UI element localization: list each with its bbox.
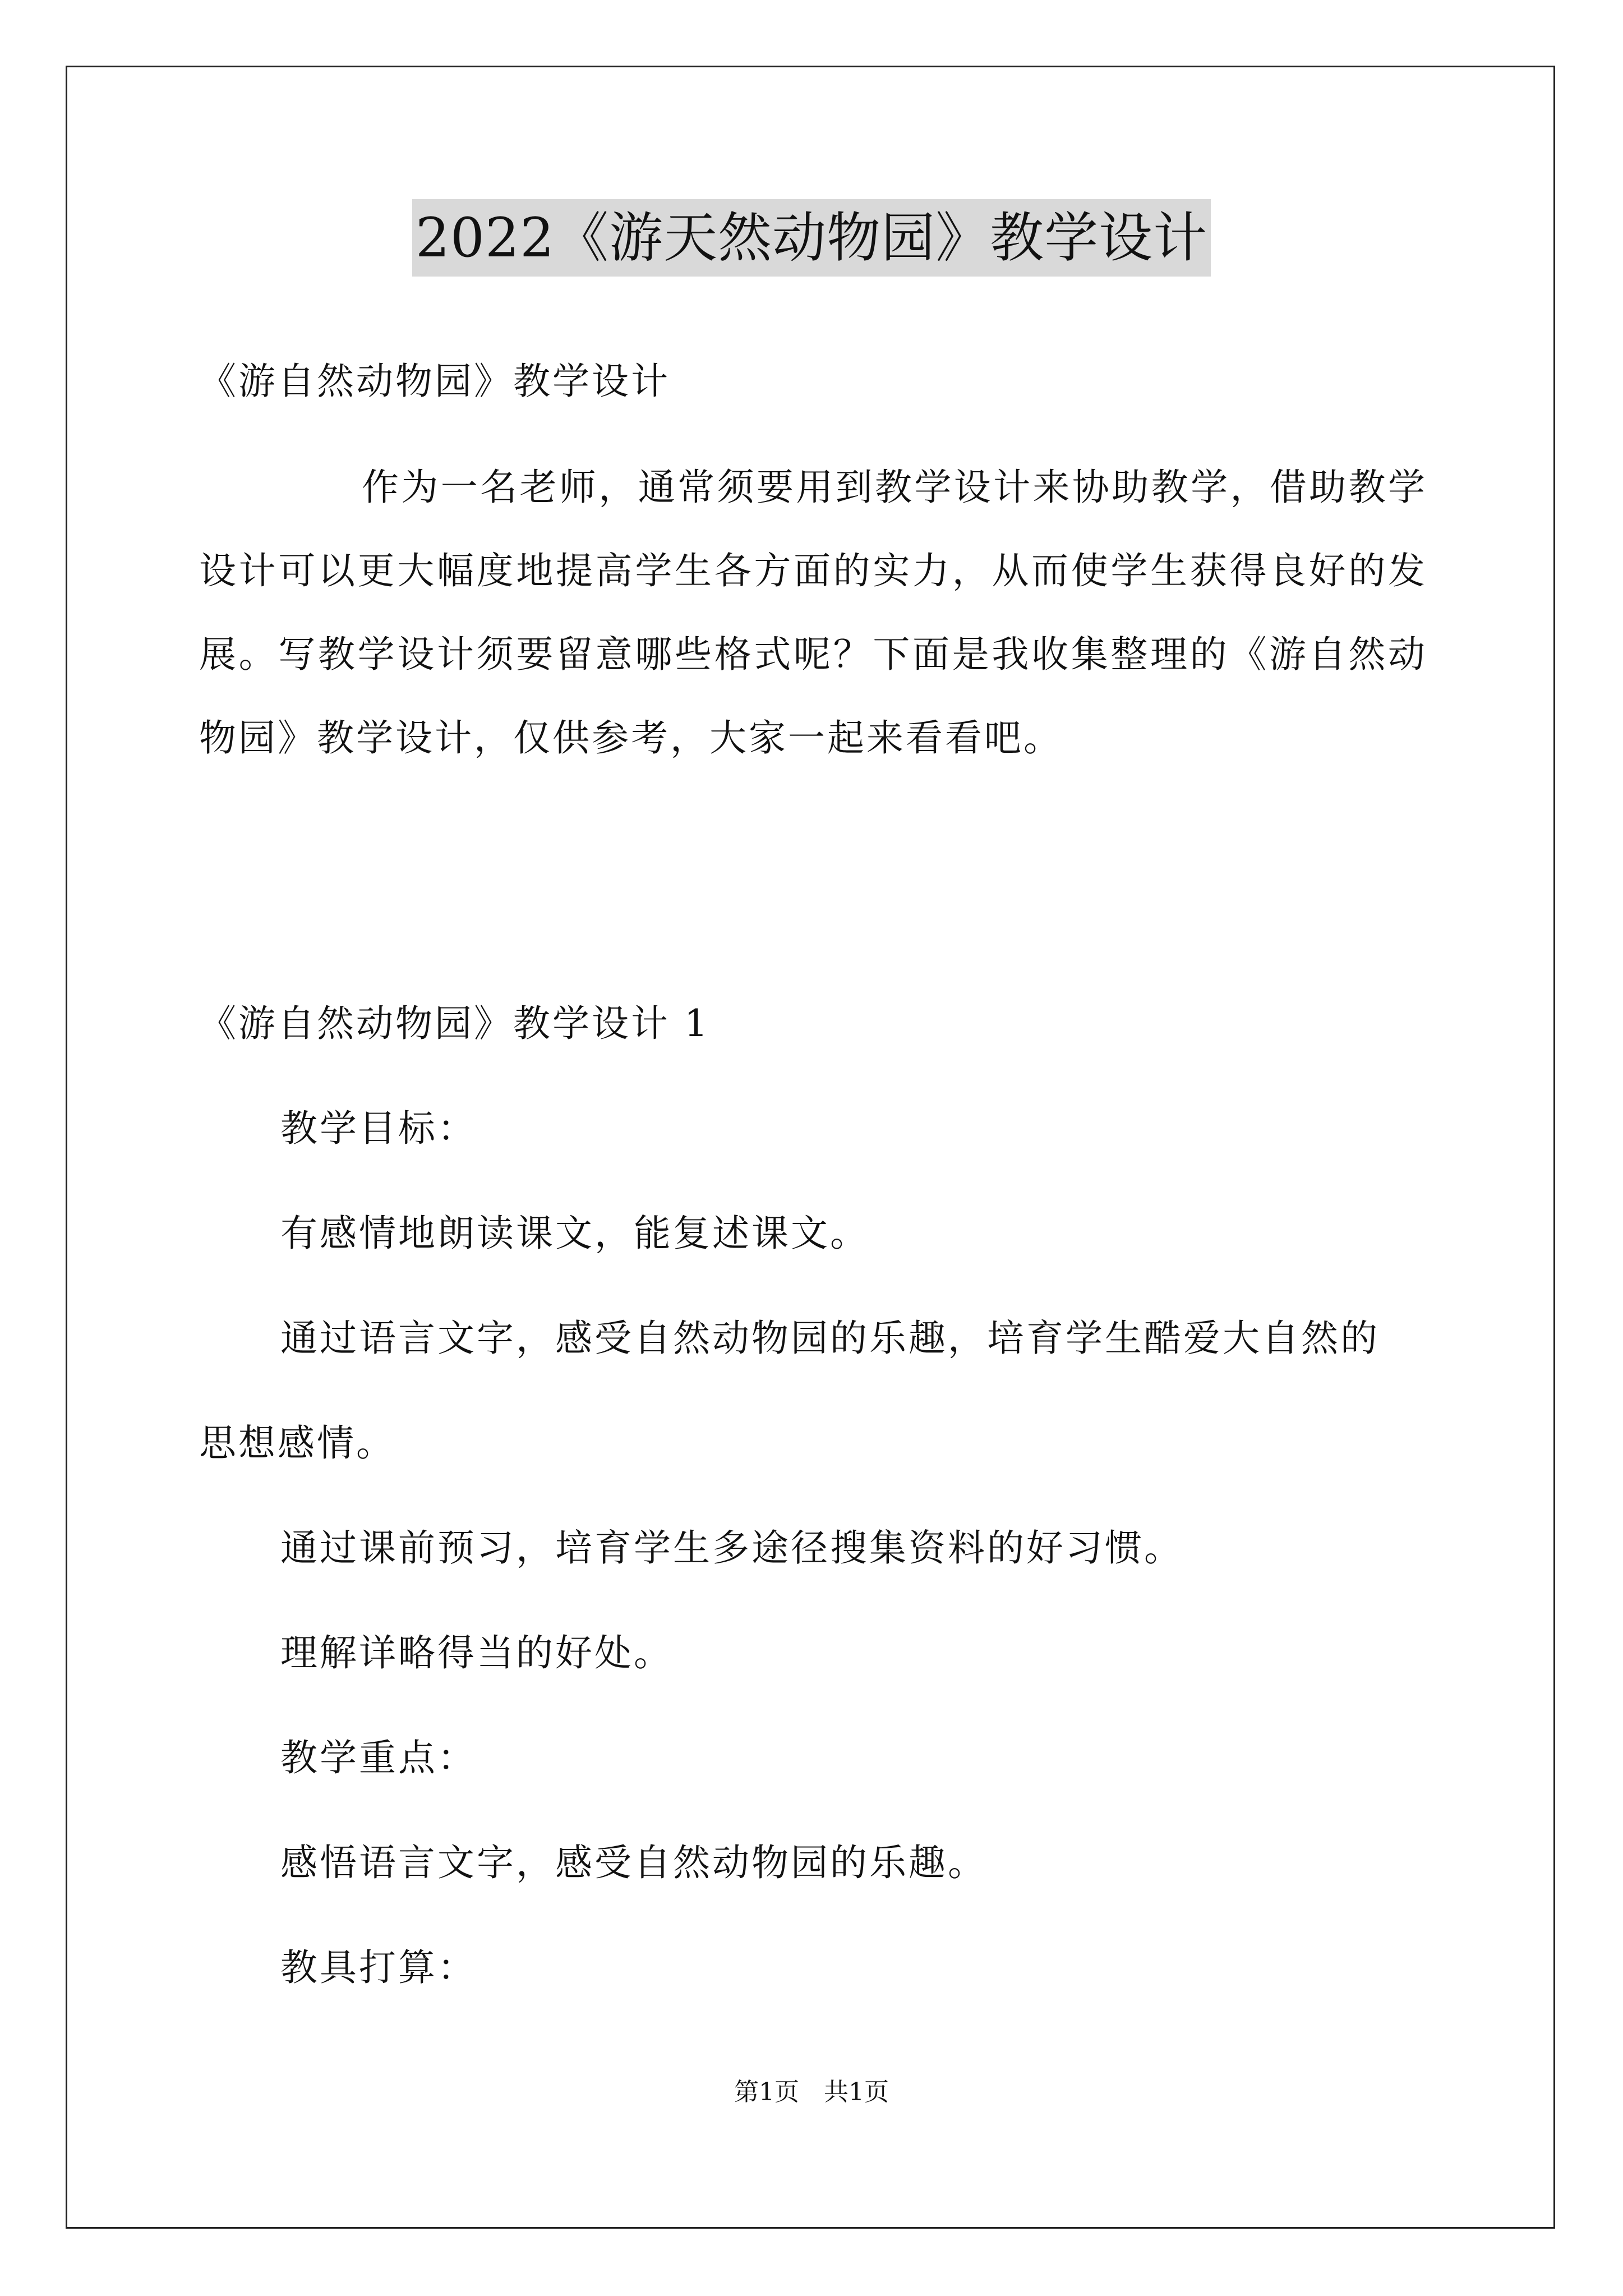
intro-paragraph: 作为一名老师，通常须要用到教学设计来协助教学，借助教学设计可以更大幅度地提高学生各方面的实力，从而使学生获得良好的发展。写教学设计须要留意哪些格式呢？下面是我收集整理的《游自然动物园》教学设计，仅供参考，大家一起来看看吧。: [199, 466, 1427, 760]
page-footer: 第1页 共1页: [734, 2078, 889, 2106]
section-heading: 《游自然动物园》教学设计 1: [199, 1002, 710, 1045]
goal-item-3: 通过课前预习，培育学生多途径搜集资料的好习惯。: [280, 1526, 1183, 1570]
goal-item-2-line-1: 通过语言文字，感受自然动物园的乐趣，培育学生酷爱大自然的: [280, 1317, 1380, 1360]
key-points-label: 教学重点：: [280, 1736, 477, 1779]
goals-label: 教学目标：: [280, 1107, 477, 1150]
title-container: [0, 199, 1623, 277]
tools-label: 教具打算：: [280, 1946, 477, 1989]
document-title: 2022《游天然动物园》教学设计: [412, 199, 1211, 277]
goal-item-4: 理解详略得当的好处。: [280, 1631, 673, 1674]
goal-item-1: 有感情地朗读课文，能复述课文。: [280, 1212, 869, 1255]
goal-item-2-line-2: 思想感情。: [199, 1421, 395, 1465]
subtitle: 《游自然动物园》教学设计: [199, 360, 670, 403]
key-point-1: 感悟语言文字，感受自然动物园的乐趣。: [280, 1841, 987, 1884]
